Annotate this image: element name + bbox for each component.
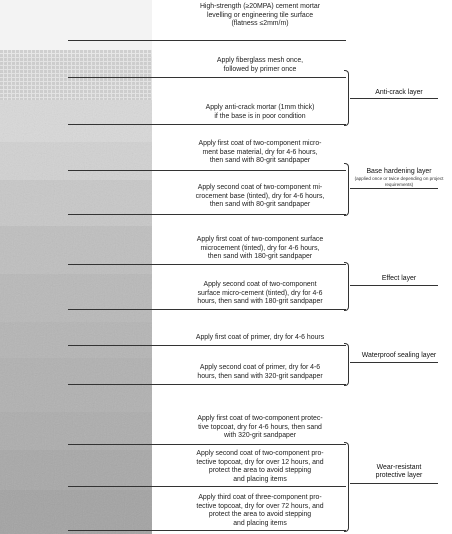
step-2-line-2: followed by primer once: [223, 65, 297, 73]
base-hardening-title: Base hardening layer: [366, 168, 432, 175]
step-12-line-2: tective topcoat, dry for over 72 hours, and: [196, 502, 324, 510]
waterproof-layer-label: Waterproof sealing layer: [361, 352, 437, 359]
wear-resistant-layer-label: [350, 464, 448, 481]
step-11-line-4: and placing items: [233, 475, 287, 483]
step-12-line-1: Apply third coat of three-component pro-: [198, 494, 322, 501]
step-9-line-2: hours, then sand with 320-grit sandpaper: [197, 372, 323, 380]
divider: [68, 40, 346, 41]
step-8: [160, 334, 360, 343]
label-underline: [350, 188, 438, 189]
step-4-line-1: Apply first coat of two-component micro-: [198, 140, 322, 147]
step-3-line-2: if the base is in poor condition: [214, 112, 306, 120]
step-1-line-1: High-strength (≥20MPA) cement mortar: [199, 3, 321, 10]
step-4-line-3: then sand with 80-grit sandpaper: [209, 157, 311, 165]
waterproof-bracket: [344, 343, 349, 386]
divider: [68, 444, 346, 445]
step-4-line-2: ment base material, dry for 4-6 hours,: [202, 148, 318, 156]
base-hardening-bracket: [344, 163, 349, 216]
divider: [68, 309, 346, 310]
step-11-line-3: protect the area to avoid stepping: [208, 467, 312, 475]
step-6: [160, 236, 360, 262]
step-2-line-1: Apply fiberglass mesh once,: [216, 57, 304, 64]
wear-resistant-line-1: Wear-resistant: [376, 464, 422, 471]
base-hardening-layer-label: [350, 168, 448, 187]
divider: [68, 530, 346, 531]
wear-resistant-line-2: protective layer: [375, 472, 423, 480]
label-underline: [350, 362, 438, 363]
step-10-line-1: Apply first coat of two-component protec-: [197, 415, 323, 422]
texture-overlay: [0, 0, 152, 534]
label-underline: [350, 285, 438, 286]
step-7-line-2: surface micro-cement (tinted), dry for 4-6: [197, 289, 323, 297]
divider: [68, 170, 346, 171]
step-7: [160, 281, 360, 307]
divider: [68, 77, 346, 78]
effect-bracket: [344, 262, 349, 311]
step-10-line-3: with 320-grit sandpaper: [223, 432, 296, 440]
anti-crack-bracket: [344, 70, 349, 126]
step-12-line-4: and placing items: [233, 519, 287, 527]
step-11-line-1: Apply second coat of two-component pro-: [196, 450, 324, 457]
label-underline: [350, 483, 438, 484]
step-9: [160, 364, 360, 381]
divider: [68, 345, 346, 346]
step-1-line-2: levelling or engineering tile surface: [206, 11, 314, 19]
effect-layer-label: Effect layer: [381, 275, 417, 282]
step-5-line-1: Apply second coat of two-component mi-: [197, 184, 323, 191]
step-5-line-2: crocement base (tinted), dry for 4-6 hours,: [195, 192, 325, 200]
step-1-line-3: (flatness ≤2mm/m): [231, 20, 289, 28]
step-12-line-3: protect the area to avoid stepping: [208, 511, 312, 519]
wear-resistant-bracket: [344, 442, 349, 532]
step-5-line-3: then sand with 80-grit sandpaper: [209, 201, 311, 209]
step-12: [160, 494, 360, 528]
divider: [68, 264, 346, 265]
divider: [68, 124, 346, 125]
base-hardening-note: (applied once or twice depending on project requirements): [354, 176, 444, 187]
step-10: [160, 415, 360, 441]
divider: [68, 486, 346, 487]
step-5: [160, 184, 360, 210]
step-10-line-2: tive topcoat, dry for 4-6 hours, then sand: [198, 423, 322, 431]
label-underline: [350, 98, 438, 99]
step-4: [160, 140, 360, 166]
step-3-line-1: Apply anti-crack mortar (1mm thick): [205, 104, 315, 111]
step-3: [160, 104, 360, 121]
step-1: [160, 3, 360, 29]
divider: [68, 384, 346, 385]
step-7-line-3: hours, then sand with 180-grit sandpaper: [197, 298, 323, 306]
step-6-line-1: Apply first coat of two-component surface: [196, 236, 324, 243]
step-2: [160, 57, 360, 74]
divider: [68, 214, 346, 215]
step-8-line-1: Apply first coat of primer, dry for 4-6 hours: [195, 334, 325, 341]
step-9-line-1: Apply second coat of primer, dry for 4-6: [199, 364, 321, 371]
step-11: [160, 450, 360, 484]
step-7-line-1: Apply second coat of two-component: [203, 281, 317, 288]
step-6-line-3: then sand with 180-grit sandpaper: [207, 253, 313, 261]
step-11-line-2: tective topcoat, dry for over 12 hours, and: [196, 458, 324, 466]
step-6-line-2: microcement (tinted), dry for 4-6 hours,: [200, 244, 320, 252]
anti-crack-layer-label: Anti-crack layer: [375, 89, 423, 96]
